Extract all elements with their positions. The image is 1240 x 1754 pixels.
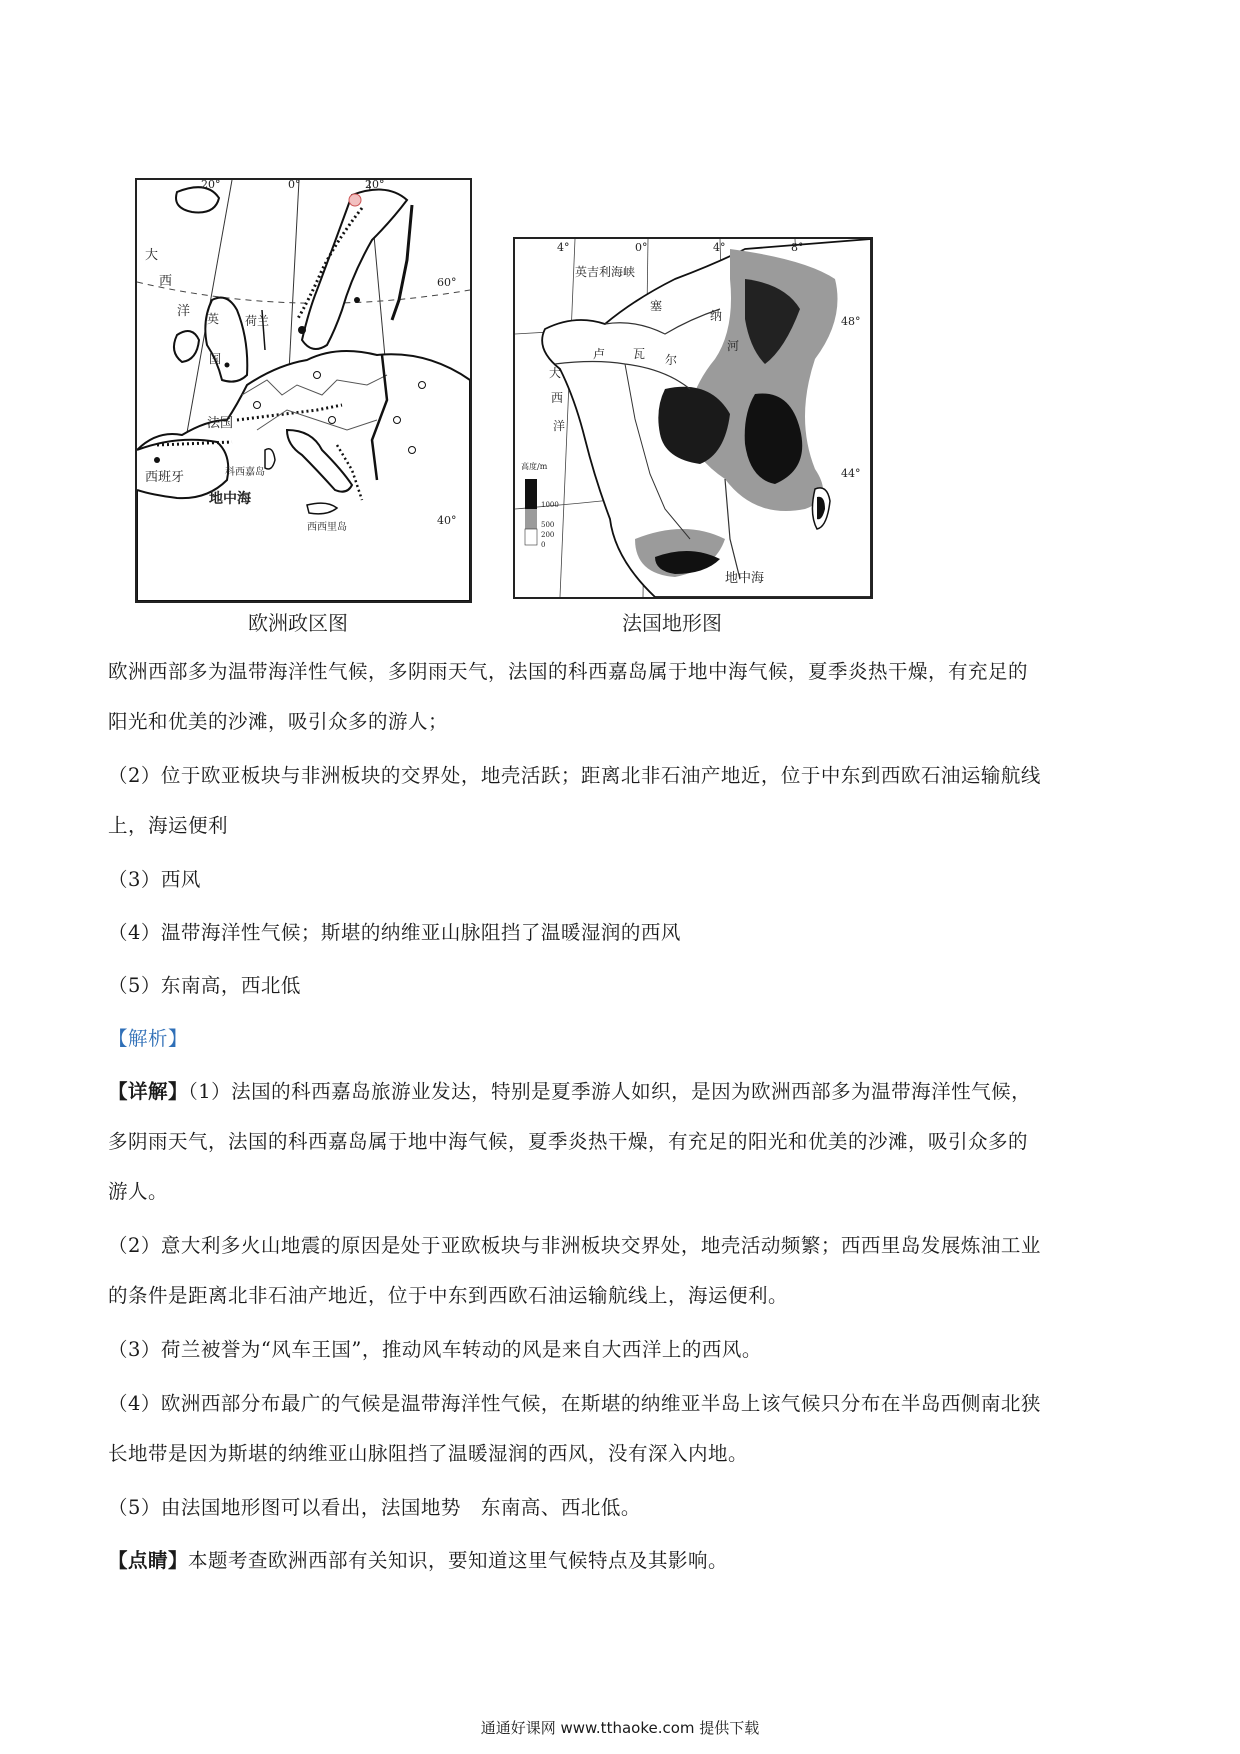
europe-atlantic-3: 洋 — [177, 304, 191, 319]
comment-tag: 【点睛】 — [108, 1549, 189, 1572]
france-river-he: 河 — [727, 339, 740, 353]
analysis-heading: 【解析】 — [108, 1027, 189, 1050]
france-atlantic-1: 大 — [549, 366, 562, 380]
france-river-na: 纳 — [710, 309, 723, 323]
france-legend-1000: 1000 — [541, 501, 559, 509]
comment-text: 本题考查欧洲西部有关知识，要知道这里气候特点及其影响。 — [188, 1549, 729, 1572]
france-lon-e8: 8° — [791, 241, 804, 254]
europe-atlantic-1: 大 — [145, 248, 159, 263]
france-lon-w4: 4° — [557, 241, 570, 254]
france-loire-3: 尔 — [665, 353, 678, 367]
detail-line-8: （5）由法国地形图可以看出，法国地势 东南高、西北低。 — [108, 1496, 641, 1519]
france-lon-0: 0° — [635, 241, 648, 254]
france-map-drawing — [515, 239, 871, 597]
answer-line-3: （2）位于欧亚板块与非洲板块的交界处，地壳活跃；距离北非石油产地近，位于中东到西欧石油运输航线 — [108, 764, 1041, 787]
europe-mediterranean: 地中海 — [209, 491, 251, 507]
europe-lon-w20: 20° — [201, 178, 221, 191]
europe-netherlands: 荷兰 — [245, 314, 270, 328]
france-river-seine: 塞 — [650, 299, 663, 313]
france-atlantic-3: 洋 — [553, 419, 566, 433]
europe-map-caption: 欧洲政区图 — [248, 611, 348, 635]
europe-corsica: 科西嘉岛 — [225, 467, 265, 478]
detail-line-3: （2）意大利多火山地震的原因是处于亚欧板块与非洲板块交界处，地壳活动频繁；西西里岛发展炼油工业 — [108, 1234, 1041, 1257]
europe-uk-1: 英 — [207, 312, 220, 326]
europe-uk-2: 国 — [209, 352, 222, 366]
detail-tag: 【详解】 — [108, 1080, 189, 1103]
answer-line-4: 上，海运便利 — [108, 814, 229, 837]
france-legend-500: 500 — [541, 521, 555, 529]
europe-sicily: 西西里岛 — [307, 522, 347, 533]
europe-atlantic-2: 西 — [159, 274, 173, 289]
france-legend-200: 200 — [541, 531, 555, 539]
detail-line-1: 多阴雨天气，法国的科西嘉岛属于地中海气候，夏季炎热干燥，有充足的阳光和优美的沙滩，吸引众多的 — [108, 1130, 1029, 1153]
detail-line-7: 长地带是因为斯堪的纳维亚山脉阻挡了温暖湿润的西风，没有深入内地。 — [108, 1442, 749, 1465]
europe-spain: 西班牙 — [145, 470, 185, 485]
europe-lon-e20: 20° — [365, 178, 385, 191]
comment-line — [108, 1545, 728, 1573]
europe-lat-40: 40° — [437, 514, 457, 527]
answer-line-5: （3）西风 — [108, 868, 201, 891]
detail-line-6: （4）欧洲西部分布最广的气候是温带海洋性气候，在斯堪的纳维亚半岛上该气候只分布在半岛西侧南北狭 — [108, 1392, 1041, 1415]
europe-france: 法国 — [207, 416, 234, 431]
france-lat-44: 44° — [841, 467, 861, 480]
europe-lat-60: 60° — [437, 276, 457, 289]
answer-line-2: 阳光和优美的沙滩，吸引众多的游人； — [108, 710, 449, 733]
detail-line-5: （3）荷兰被誉为“风车王国”，推动风车转动的风是来自大西洋上的西风。 — [108, 1338, 762, 1361]
france-channel: 英吉利海峡 — [575, 265, 636, 279]
answer-line-7: （5）东南高，西北低 — [108, 974, 301, 997]
europe-map-drawing — [137, 180, 470, 601]
europe-lon-0: 0° — [288, 178, 301, 191]
france-mediterranean: 地中海 — [725, 571, 765, 586]
detail-first-text: （1）法国的科西嘉岛旅游业发达，特别是夏季游人如织，是因为欧洲西部多为温带海洋性气候， — [188, 1080, 1032, 1103]
detail-first-line — [108, 1076, 1031, 1104]
page-footer: 通通好课网 www.tthaoke.com 提供下载 — [480, 1719, 760, 1737]
france-map-caption: 法国地形图 — [622, 611, 722, 635]
detail-line-4: 的条件是距离北非石油产地近，位于中东到西欧石油运输航线上，海运便利。 — [108, 1284, 789, 1307]
france-legend-0: 0 — [541, 541, 546, 549]
france-lat-48: 48° — [841, 315, 861, 328]
answer-line-6: （4）温带海洋性气候；斯堪的纳维亚山脉阻挡了温暖湿润的西风 — [108, 921, 681, 944]
france-lon-e4: 4° — [713, 241, 726, 254]
europe-political-map — [135, 178, 472, 603]
france-loire-2: 瓦 — [633, 347, 646, 361]
france-atlantic-2: 西 — [551, 391, 564, 405]
answer-line-1: 欧洲西部多为温带海洋性气候，多阴雨天气，法国的科西嘉岛属于地中海气候，夏季炎热干燥，有充足的 — [108, 660, 1029, 683]
france-loire-1: 卢 — [593, 347, 606, 361]
detail-line-2: 游人。 — [108, 1180, 169, 1203]
france-legend-title: 高度/m — [521, 462, 548, 471]
france-terrain-map — [513, 237, 873, 599]
